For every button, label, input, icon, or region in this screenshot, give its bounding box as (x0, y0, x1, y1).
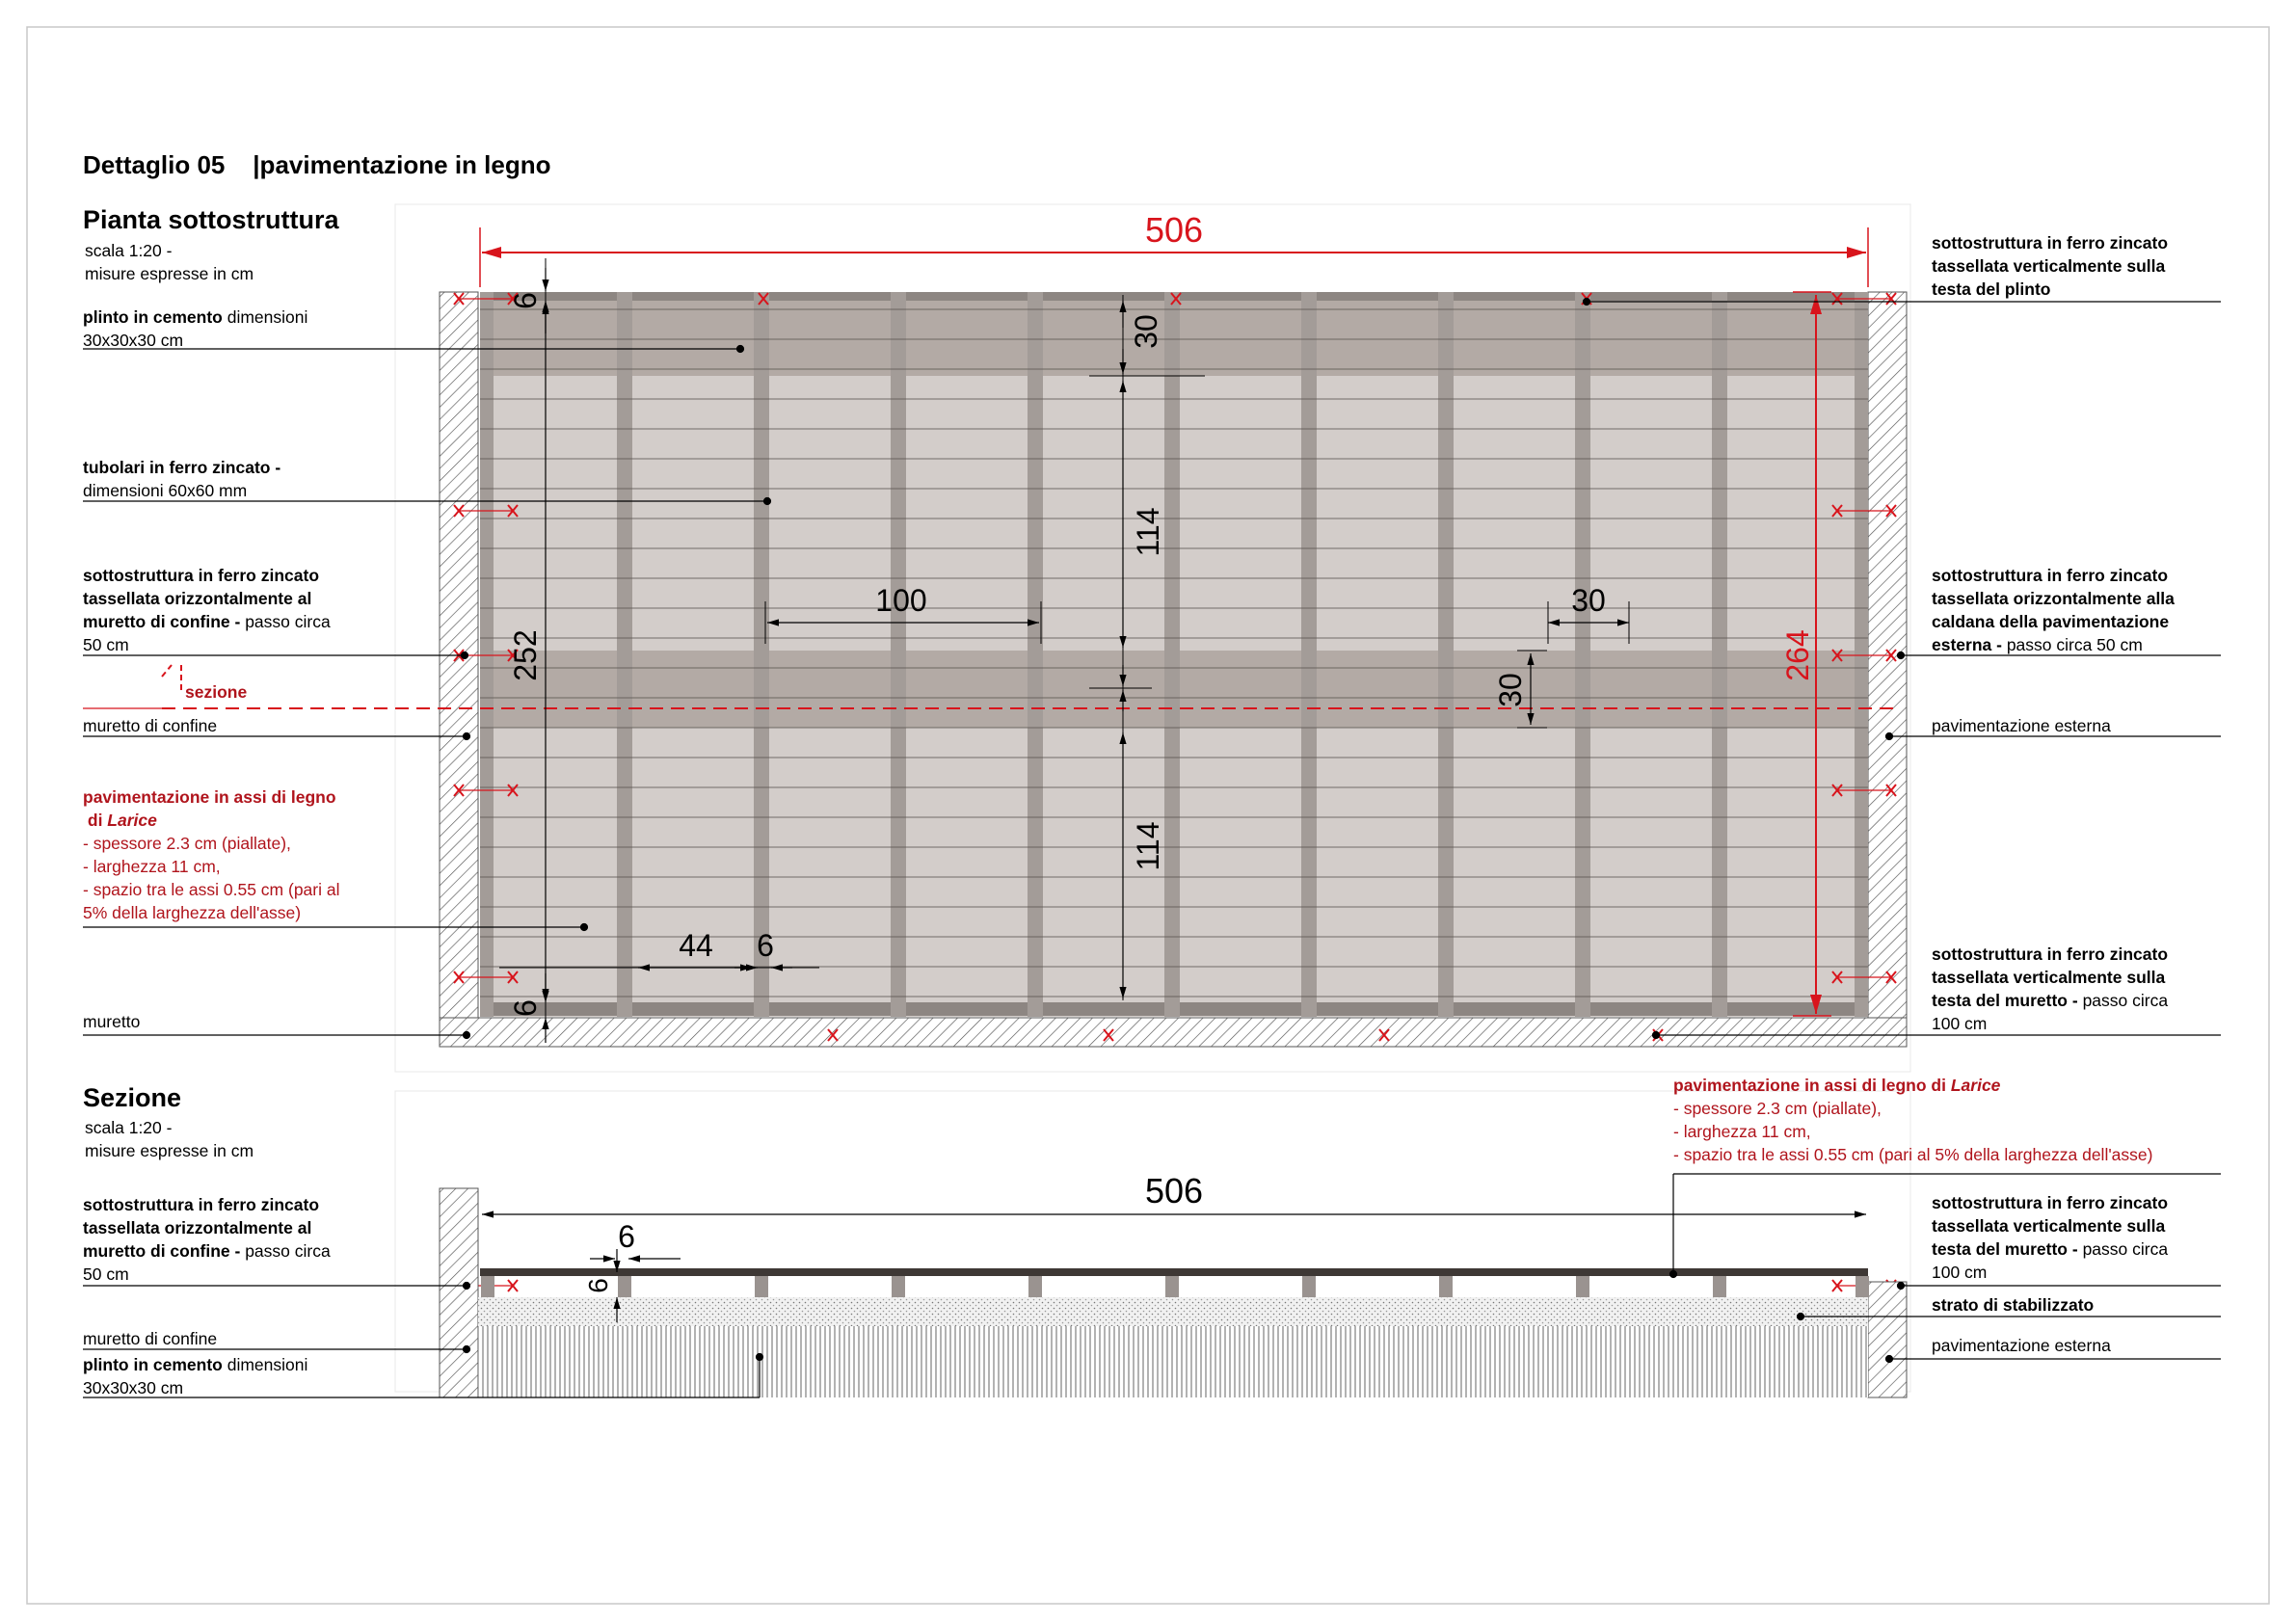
tube (1164, 292, 1180, 1017)
note-pavimentazione: pavimentazione in assi di legno di Larice - spessore 2.3 cm (piallate), - larghezza 11 cm, - spazio tra le assi 0.55 cm (pari al 5% della larghezza dell'asse) (83, 787, 340, 922)
dim-span-top: 114 (1131, 507, 1165, 557)
section-right-wall (1868, 1282, 1907, 1397)
section-tube (755, 1276, 768, 1297)
plan-scale-block (85, 239, 254, 285)
plan-heading: Pianta sottostruttura (83, 205, 339, 234)
section-tube (1855, 1276, 1869, 1297)
tube (480, 292, 494, 1017)
section-note-strato: strato di stabilizzato (1932, 1295, 2095, 1315)
note-pav-esterna: pavimentazione esterna (1932, 716, 2111, 735)
tube (1855, 292, 1868, 1017)
dim-end-gap: 44 (679, 928, 713, 963)
note-plinto: plinto in cemento dimensioni 30x30x30 cm (83, 307, 308, 350)
note-tubolari: tubolari in ferro zincato - dimensioni 60x60 mm (83, 458, 281, 500)
dim-tube-width-right: 30 (1571, 583, 1606, 618)
detail-code: Dettaglio 05 (83, 150, 226, 179)
right-wall-hatch (1868, 292, 1907, 1047)
section-note-plinto: plinto in cemento dimensioni 30x30x30 cm (83, 1355, 308, 1397)
section-tube (892, 1276, 905, 1297)
section-tubes (481, 1276, 1869, 1297)
section-tube (1713, 1276, 1726, 1297)
section-units: misure espresse in cm (85, 1141, 254, 1160)
dim-top-edge: 6 (508, 292, 543, 309)
section-note-muretto-confine: muretto di confine (83, 1329, 218, 1348)
tube (1712, 292, 1727, 1017)
dim-plinth-band-top: 30 (1129, 314, 1163, 349)
dim-total-height: 264 (1780, 629, 1815, 681)
tube (1028, 292, 1043, 1017)
section-tube (618, 1276, 631, 1297)
note-muretto: muretto (83, 1012, 141, 1031)
dim-tube-spacing: 100 (875, 583, 927, 618)
dim-inner-height: 252 (508, 629, 543, 681)
tube (617, 292, 632, 1017)
section-deck-board (480, 1268, 1868, 1276)
section-gravel-layer (478, 1297, 1868, 1326)
section-scale-block (85, 1116, 254, 1162)
section-note-sotto-orizzontale: sottostruttura in ferro zincato tassellata orizzontalmente al muretto di confine - passo circa 50 cm (83, 1195, 331, 1284)
section-note-sotto-muretto: sottostruttura in ferro zincato tassellata verticalmente sulla testa del muretto - passo circa 100 cm (1932, 1193, 2169, 1282)
drawing-header (83, 150, 551, 180)
dim-span-bottom: 114 (1131, 821, 1165, 871)
section-cut-marker (162, 665, 181, 692)
tube (1438, 292, 1454, 1017)
section-heading: Sezione (83, 1083, 182, 1112)
dim-section-tube-height: 6 (583, 1278, 613, 1293)
note-sotto-plinto: sottostruttura in ferro zincato tassellata verticalmente sulla testa del plinto (1932, 233, 2169, 299)
plan-units: misure espresse in cm (85, 264, 254, 283)
tube (754, 292, 769, 1017)
section-tube (481, 1276, 494, 1297)
section-tube (1302, 1276, 1316, 1297)
plan-scale: scala 1:20 - (85, 241, 173, 260)
tube (1301, 292, 1317, 1017)
section-tube (1165, 1276, 1179, 1297)
section-note-pavimentazione: pavimentazione in assi di legno di Larice - spessore 2.3 cm (piallate), - larghezza 11 cm, - spazio tra le assi 0.55 cm (pari al 5% della larghezza dell'asse) (1673, 1076, 2153, 1164)
left-wall-hatch (440, 292, 478, 1047)
note-sezione-marker: sezione (185, 682, 248, 702)
section-tube (1028, 1276, 1042, 1297)
tube (891, 292, 906, 1017)
dim-section-tube-width: 6 (618, 1219, 635, 1254)
note-muretto-confine: muretto di confine (83, 716, 218, 735)
dim-bottom-edge: 6 (508, 999, 543, 1017)
section-view (83, 1171, 2221, 1397)
note-sotto-muretto: sottostruttura in ferro zincato tassellata verticalmente sulla testa del muretto - passo circa 100 cm (1932, 945, 2169, 1033)
section-scale: scala 1:20 - (85, 1118, 173, 1137)
dim-plinth-band-mid: 30 (1493, 673, 1528, 707)
section-tube (1439, 1276, 1453, 1297)
detail-title: |pavimentazione in legno (253, 150, 551, 179)
section-note-pav-esterna: pavimentazione esterna (1932, 1336, 2111, 1355)
bottom-wall-hatch (440, 1018, 1907, 1047)
tube (1575, 292, 1590, 1017)
section-ground-fill (478, 1326, 1868, 1397)
note-sotto-caldana: sottostruttura in ferro zincato tassellata orizzontalmente alla caldana della pavimentazione esterna - passo circa 50 cm (1932, 566, 2175, 654)
note-sotto-orizzontale: sottostruttura in ferro zincato tassellata orizzontalmente al muretto di confine - passo circa 50 cm (83, 566, 331, 654)
section-left-wall (440, 1188, 478, 1397)
dim-section-width: 506 (1144, 1171, 1204, 1211)
dim-tube-width: 6 (757, 928, 774, 963)
dim-total-width: 506 (1144, 210, 1204, 250)
section-tube (1576, 1276, 1589, 1297)
